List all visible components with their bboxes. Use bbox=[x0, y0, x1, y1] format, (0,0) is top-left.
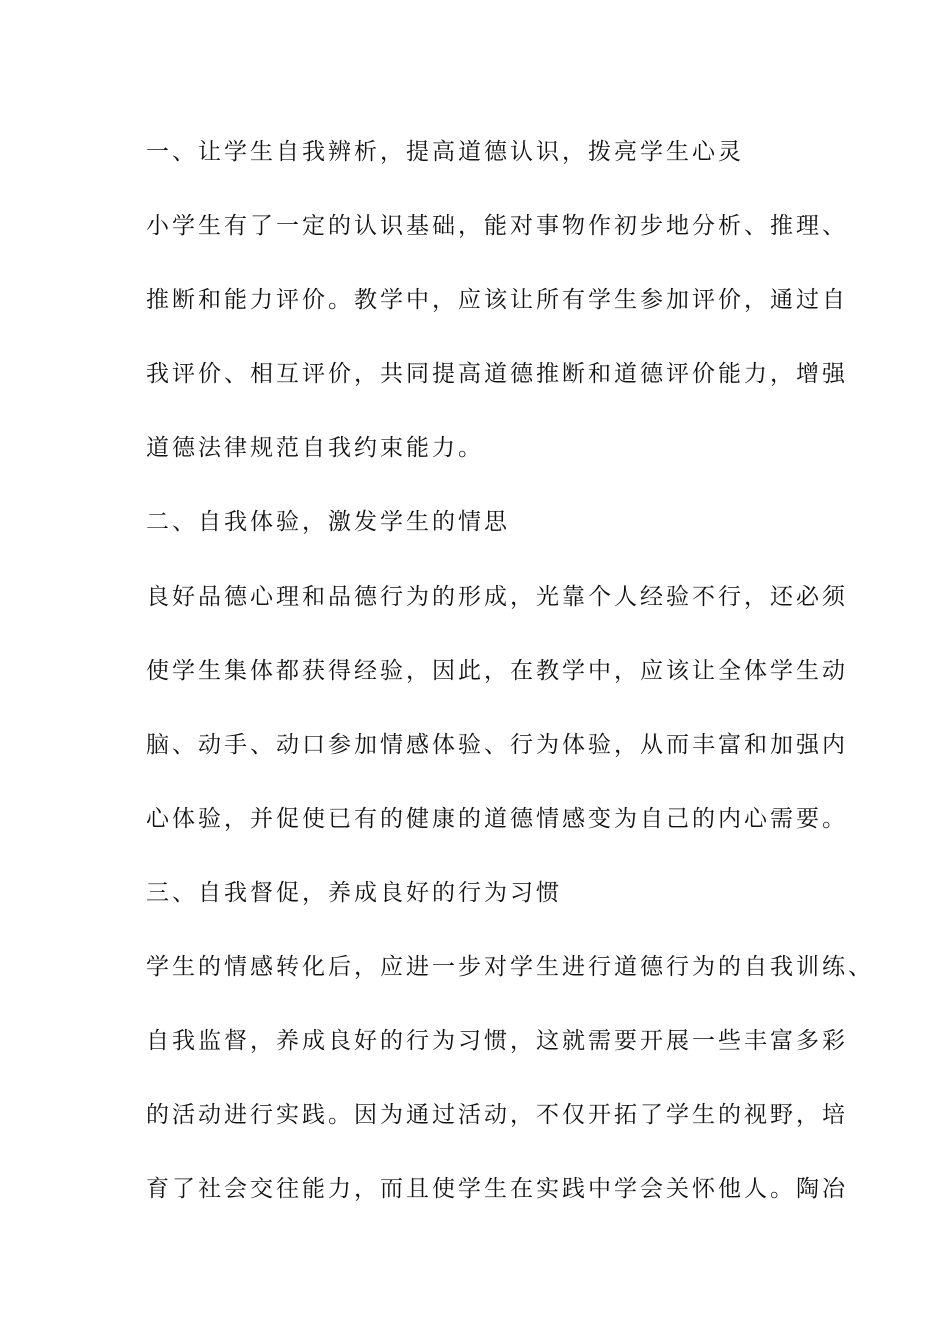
section-heading-3: 三、自我督促，养成良好的行为习惯 bbox=[146, 880, 562, 906]
paragraph-line: 良好品德心理和品德行为的形成，光靠个人经验不行，还必须 bbox=[146, 584, 848, 610]
paragraph-line: 的活动进行实践。因为通过活动，不仅开拓了学生的视野，培 bbox=[146, 1102, 848, 1128]
paragraph-line: 育了社会交往能力，而且使学生在实践中学会关怀他人。陶冶 bbox=[146, 1176, 848, 1202]
paragraph-line: 脑、动手、动口参加情感体验、行为体验，从而丰富和加强内 bbox=[146, 732, 848, 758]
section-heading-1: 一、让学生自我辨析，提高道德认识，拨亮学生心灵 bbox=[146, 139, 744, 165]
paragraph-line: 心体验，并促使已有的健康的道德情感变为自己的内心需要。 bbox=[146, 806, 848, 832]
paragraph-line: 道德法律规范自我约束能力。 bbox=[146, 435, 484, 461]
paragraph-line: 使学生集体都获得经验，因此，在教学中，应该让全体学生动 bbox=[146, 658, 848, 684]
paragraph-line: 我评价、相互评价，共同提高道德推断和道德评价能力，增强 bbox=[146, 361, 848, 387]
paragraph-line: 小学生有了一定的认识基础，能对事物作初步地分析、推理、 bbox=[146, 213, 848, 239]
paragraph-line: 自我监督，养成良好的行为习惯，这就需要开展一些丰富多彩 bbox=[146, 1028, 848, 1054]
paragraph-line: 学生的情感转化后，应进一步对学生进行道德行为的自我训练、 bbox=[146, 954, 874, 980]
section-heading-2: 二、自我体验，激发学生的情思 bbox=[146, 509, 510, 535]
paragraph-line: 推断和能力评价。教学中，应该让所有学生参加评价，通过自 bbox=[146, 287, 848, 313]
